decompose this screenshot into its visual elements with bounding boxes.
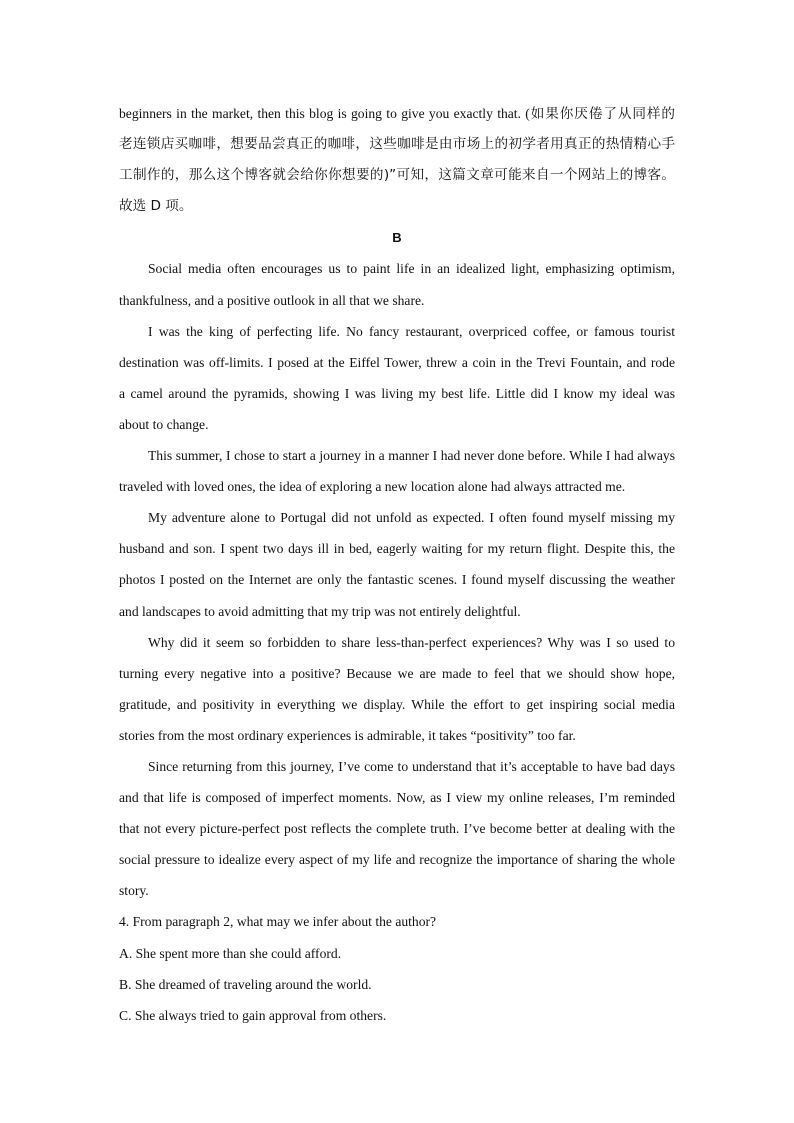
page-content [119, 98, 675, 1031]
passage-line: This summer, I chose to start a journey in a manner I had never done before. While I had always [148, 448, 675, 464]
passage-line: story. [119, 883, 149, 899]
passage-line: social pressure to idealize every aspect of my life and recognize the importance of sharing the whole [119, 852, 675, 868]
question-option-b: B. She dreamed of traveling around the world. [119, 976, 372, 992]
intro-line: 故选 D 项。 [119, 198, 193, 215]
passage-line: turning every negative into a positive? Because we are made to feel that we should show hope, [119, 665, 675, 681]
intro-line: 老连锁店买咖啡，想要品尝真正的咖啡，这些咖啡是由市场上的初学者用真正的热情精心手 [119, 136, 675, 153]
intro-line: 工制作的，那么这个博客就会给你你想要的)”可知，这篇文章可能来自一个网站上的博客。 [119, 167, 675, 184]
passage-line: that not every picture-perfect post reflects the complete truth. I’ve become better at dealing with the [119, 821, 675, 837]
question-option-c: C. She always tried to gain approval from others. [119, 1007, 387, 1023]
intro-line: beginners in the market, then this blog is going to give you exactly that. (如果你厌倦了从同样的 [119, 106, 675, 121]
passage-line: about to change. [119, 416, 209, 432]
passage-line: photos I posted on the Internet are only the fantastic scenes. I found myself discussing the weather [119, 572, 675, 588]
question-option-a: A. She spent more than she could afford. [119, 945, 342, 961]
passage-line: destination was off-limits. I posed at the Eiffel Tower, threw a coin in the Trevi Fountain, and rode [119, 354, 675, 370]
passage-line: My adventure alone to Portugal did not unfold as expected. I often found myself missing my [148, 510, 675, 526]
passage-line: I was the king of perfecting life. No fancy restaurant, overpriced coffee, or famous tourist [148, 323, 675, 339]
passage-line: Social media often encourages us to paint life in an idealized light, emphasizing optimism, [148, 261, 675, 277]
passage-line: a camel around the pyramids, showing I was living my best life. Little did I know my ideal was [119, 385, 675, 401]
passage-line: and that life is composed of imperfect moments. Now, as I view my online releases, I’m reminded [119, 790, 675, 806]
passage-line: and landscapes to avoid admitting that my trip was not entirely delightful. [119, 603, 521, 619]
passage-line: Since returning from this journey, I’ve come to understand that it’s acceptable to have bad days [148, 758, 675, 774]
passage-line: Why did it seem so forbidden to share less-than-perfect experiences? Why was I so used to [148, 634, 675, 650]
section-label: B [392, 230, 402, 246]
passage-line: gratitude, and positivity in everything we display. While the effort to get inspiring social media [119, 696, 675, 712]
passage-line: thankfulness, and a positive outlook in all that we share. [119, 292, 425, 308]
passage-line: husband and son. I spent two days ill in bed, eagerly waiting for my return flight. Despite this, the [119, 541, 675, 557]
question-stem: 4. From paragraph 2, what may we infer about the author? [119, 914, 437, 930]
passage-line: stories from the most ordinary experiences is admirable, it takes “positivity” too far. [119, 727, 576, 743]
passage-line: traveled with loved ones, the idea of exploring a new location alone had always attracted me. [119, 479, 626, 495]
